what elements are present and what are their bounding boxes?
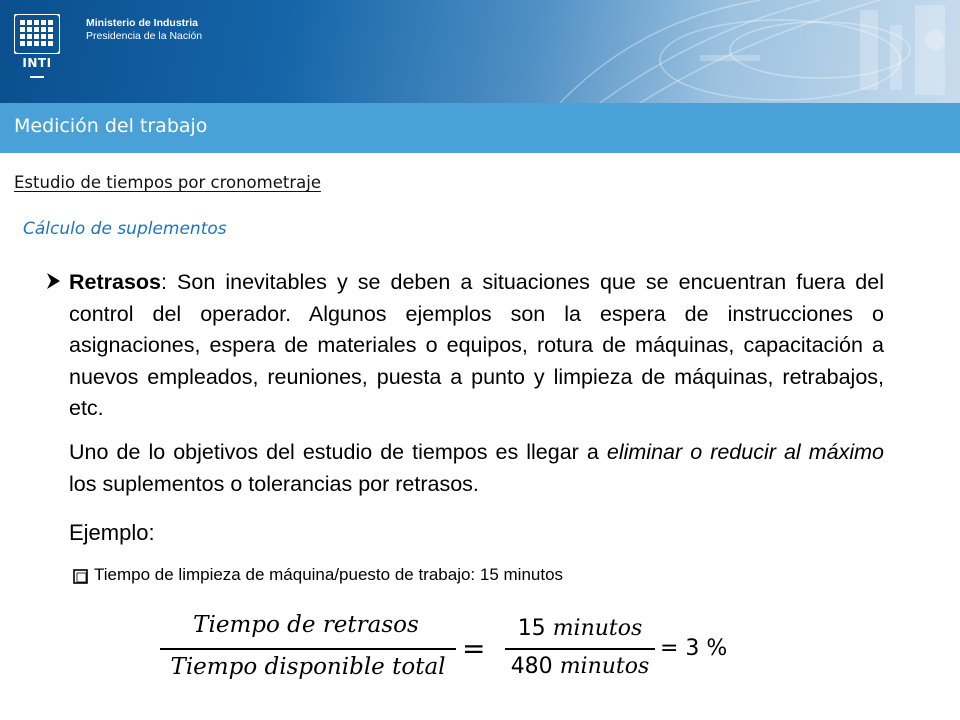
inti-logo-icon xyxy=(14,14,60,54)
equals-sign: = xyxy=(462,632,486,665)
numerator-value: 15 xyxy=(517,616,546,641)
formula-numerator-left: Tiempo de retrasos xyxy=(193,612,419,638)
formula-numerator-right xyxy=(505,616,655,641)
denominator-unit: minutos xyxy=(559,654,650,679)
ministry-line-2: Presidencia de la Nación xyxy=(86,30,203,42)
bullet-paragraph xyxy=(69,267,884,425)
formula-result: = 3 % xyxy=(660,636,728,661)
logo-text: INTI xyxy=(22,56,52,70)
title-bar xyxy=(0,103,960,153)
header-banner xyxy=(0,0,960,103)
bullet-text: : Son inevitables y se deben a situaciones que se encuentran fuera del control del operador. Algunos ejemplos son la espera de instrucciones o asignaciones, espera de materiales o equipos, rotura de máquinas, capacitación a nuevos empleados, reuniones, puesta a punto y limpieza de máquinas, retrabajos, etc. xyxy=(69,270,884,420)
numerator-unit: minutos xyxy=(552,616,643,641)
bullet-term: Retrasos xyxy=(69,270,162,294)
example-label: Ejemplo: xyxy=(69,520,155,545)
denominator-value: 480 xyxy=(510,654,553,679)
example-item: Tiempo de limpieza de máquina/puesto de trabajo: 15 minutos xyxy=(94,565,564,584)
ministry-label xyxy=(86,17,202,43)
section-heading: Cálculo de suplementos xyxy=(23,219,227,239)
formula-denominator-right xyxy=(505,654,655,679)
formula xyxy=(160,612,740,690)
slide-title: Medición del trabajo xyxy=(14,115,208,137)
subtitle: Estudio de tiempos por cronometraje xyxy=(14,173,321,192)
objective-paragraph xyxy=(69,437,884,500)
objective-emphasis: eliminar o reducir al máximo xyxy=(606,440,884,464)
checkbox-bullet-icon xyxy=(73,569,88,584)
objective-text-before: Uno de lo objetivos del estudio de tiempos es llegar a xyxy=(69,440,607,464)
objective-text-after: los suplementos o tolerancias por retrasos. xyxy=(69,471,479,496)
arrow-bullet-icon xyxy=(44,271,64,291)
fraction-line-left xyxy=(160,648,456,650)
ministry-line-1: Ministerio de Industria xyxy=(86,17,199,29)
fraction-line-right xyxy=(505,648,655,650)
logo-underline xyxy=(30,76,44,78)
header-decoration xyxy=(0,0,960,103)
formula-denominator-left: Tiempo disponible total xyxy=(170,654,446,680)
